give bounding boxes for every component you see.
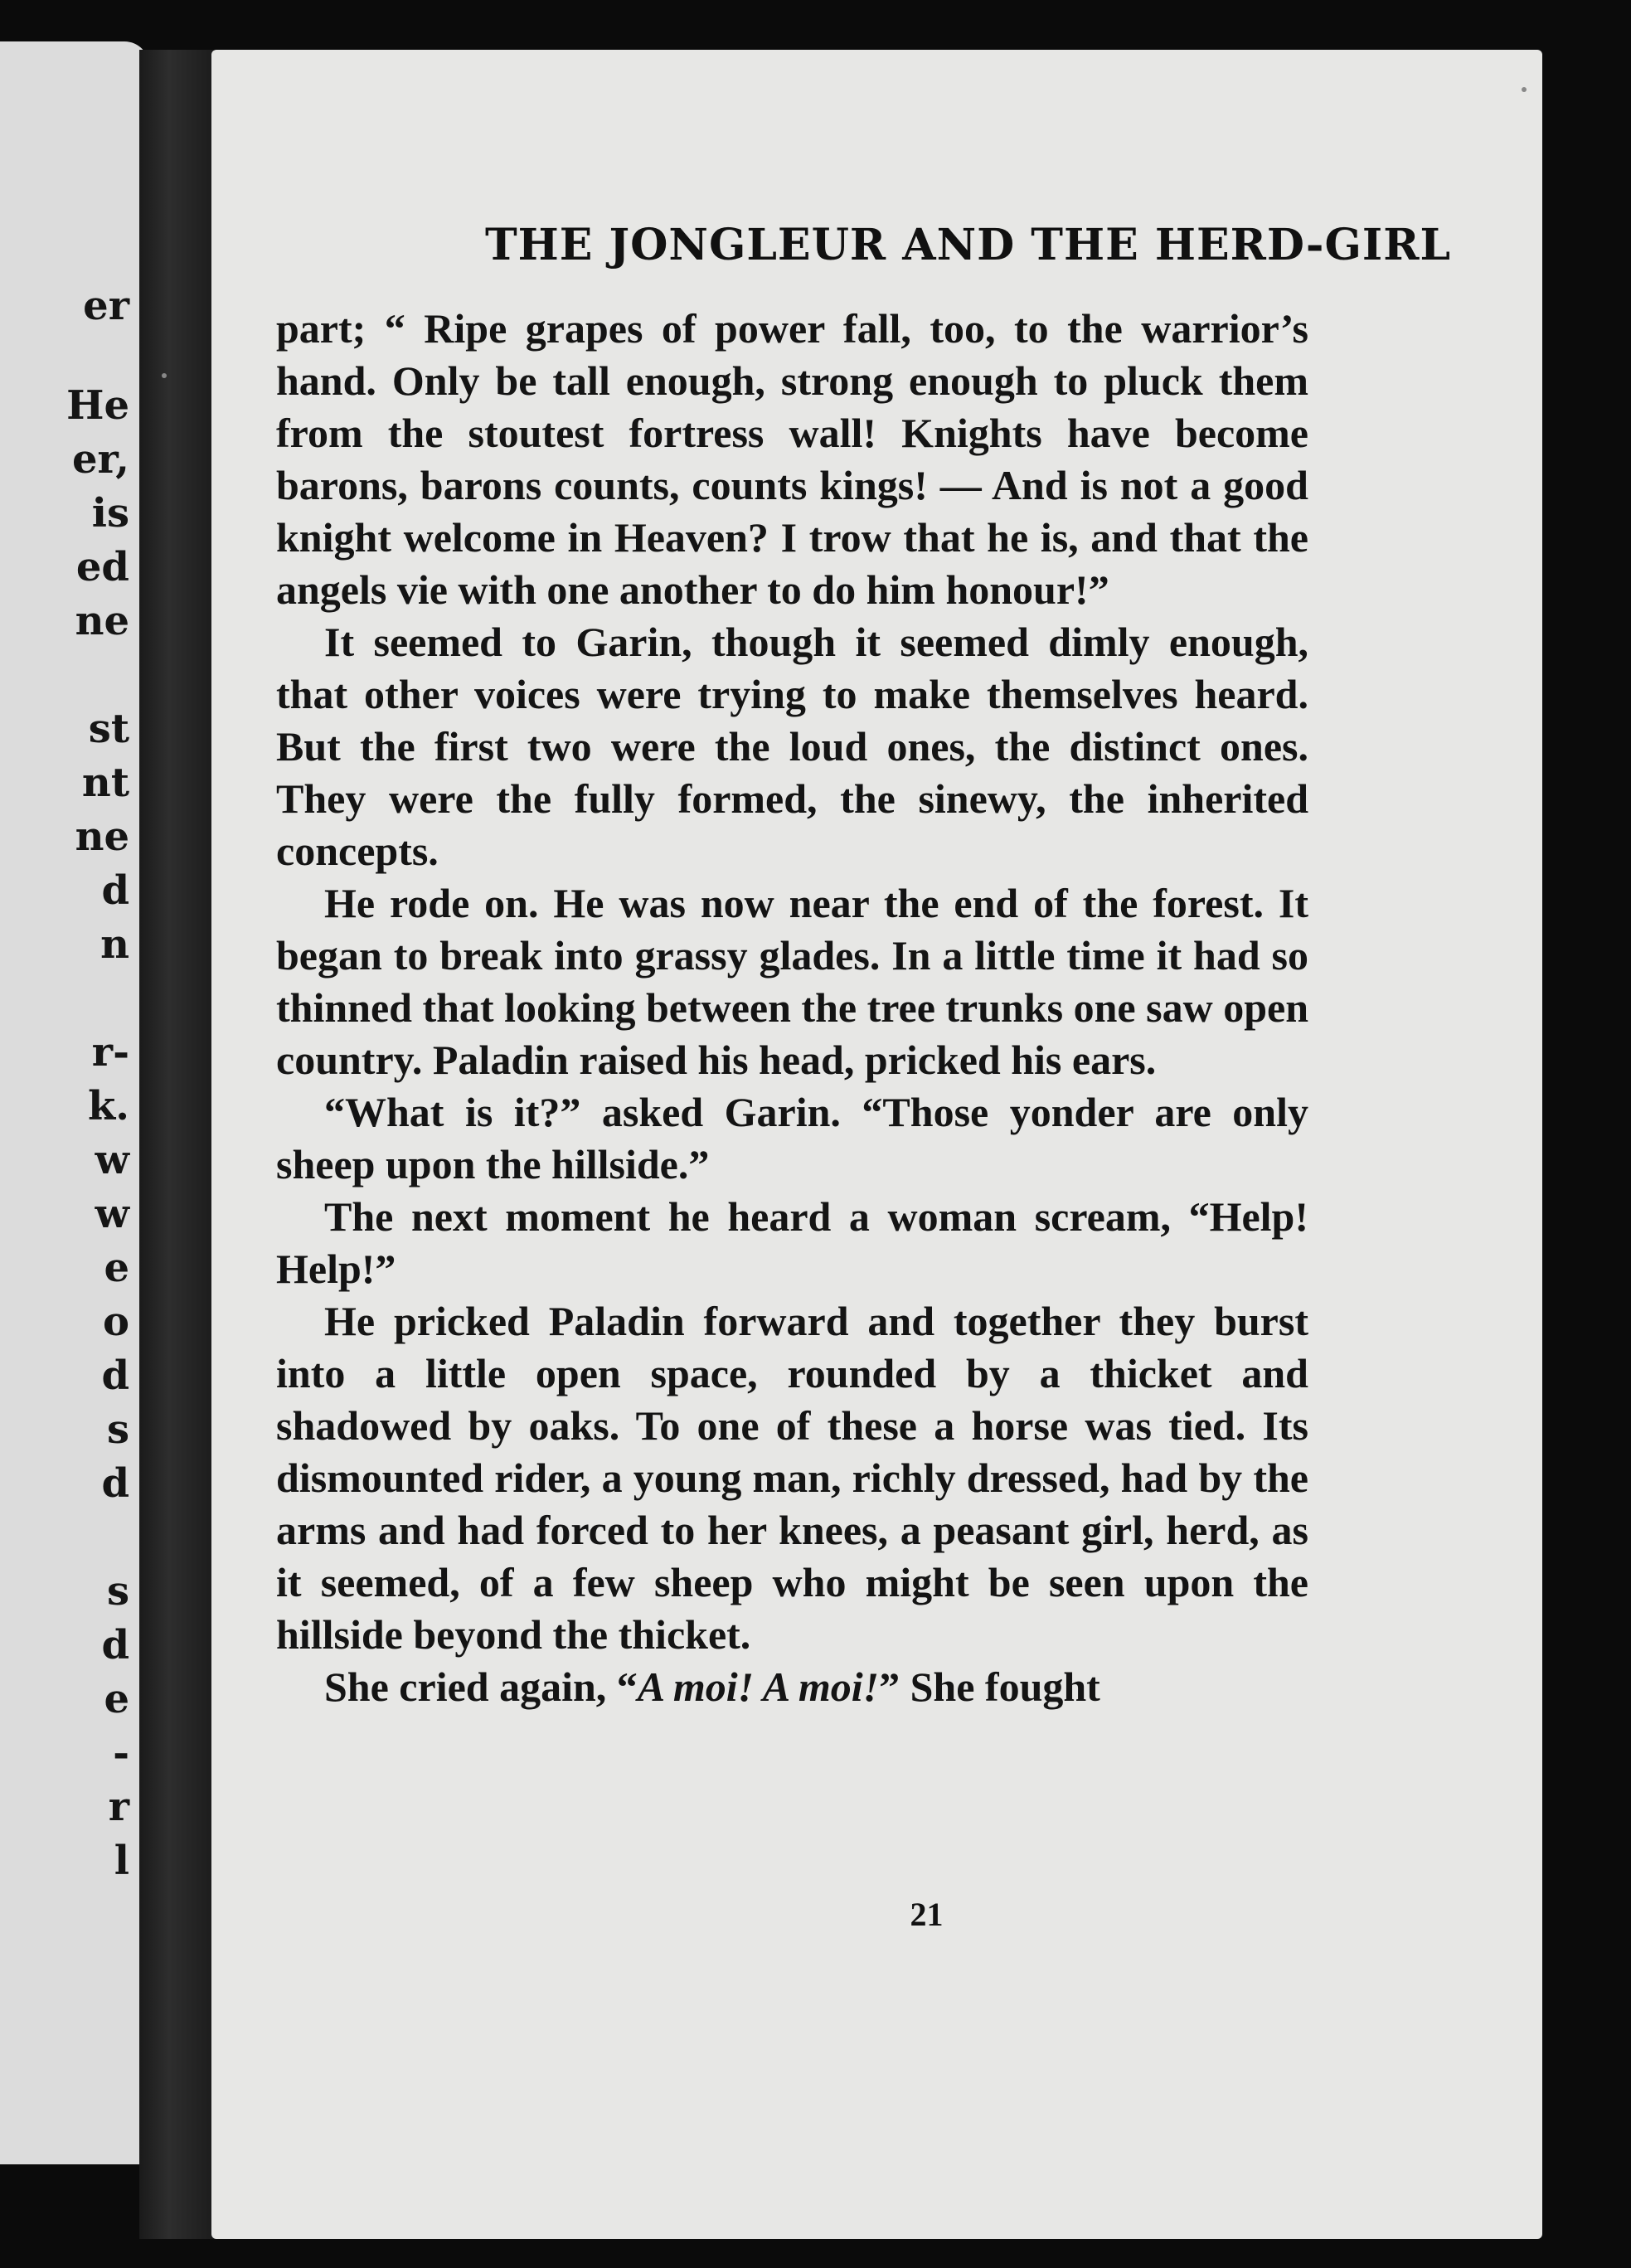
facing-page-fragment: k.	[88, 1083, 129, 1129]
paragraph-4: “What is it?” asked Garin. “Those yonder are only sheep upon the hillside.”	[276, 1089, 1308, 1187]
page-number: 21	[910, 1896, 944, 1933]
page-speck	[1522, 87, 1527, 92]
facing-page-fragment: s	[106, 1568, 129, 1615]
facing-page-fragment: er,	[71, 436, 129, 483]
facing-page-fragment: nt	[81, 760, 129, 806]
facing-page-fragment: er	[83, 283, 129, 329]
page-speck	[162, 373, 167, 378]
facing-page-fragment: r	[108, 1784, 129, 1830]
facing-page-sliver	[0, 41, 149, 2164]
paragraph-7-italic-cry: A moi! A moi!	[637, 1663, 880, 1710]
paragraph-2: It seemed to Garin, though it seemed dimly enough, that other voices were trying to make themselves heard. But the first two were the loud ones, the distinct ones. They were the fully formed, the sinewy, the inherited concepts.	[276, 619, 1308, 874]
paragraph-7	[276, 1661, 1308, 1713]
paragraph-7-start: She cried again, “	[324, 1663, 638, 1710]
book-gutter-shadow	[139, 50, 214, 2239]
book-page	[211, 50, 1542, 2239]
running-head: THE JONGLEUR AND THE HERD-GIRL	[484, 220, 1452, 270]
facing-page-fragment: l	[114, 1838, 129, 1884]
facing-page-fragment: ne	[75, 598, 129, 644]
facing-page-fragment: r-	[91, 1029, 129, 1076]
facing-page-fragment: ed	[75, 544, 129, 590]
facing-page-fragment: -	[113, 1730, 129, 1776]
paragraph-3: He rode on. He was now near the end of the forest. It began to break into grassy glades. In a little time it had so thinned that looking between the tree trunks one saw open country. Paladin raised his head, pricked his ears.	[276, 880, 1308, 1083]
facing-page-fragment: is	[91, 490, 129, 537]
paragraph-1: part; “ Ripe grapes of power fall, too, to the warrior’s hand. Only be tall enough, strong enough to pluck them from the stoutest fortress wall! Knights have become barons, barons counts, counts kings! — And is not a good knight welcome in Heaven? I trow that he is, and that the angels vie with one another to do him honour!”	[276, 305, 1308, 613]
facing-page-fragment: d	[101, 1622, 129, 1668]
facing-page-fragment: e	[104, 1676, 129, 1722]
paragraph-5: The next moment he heard a woman scream, “Help! Help!”	[276, 1193, 1308, 1292]
facing-page-fragment: d	[101, 1460, 129, 1507]
page-body-text	[276, 303, 1308, 1713]
facing-page-fragment: d	[101, 1353, 129, 1399]
facing-page-fragment: He	[66, 382, 129, 429]
facing-page-fragment: o	[102, 1299, 129, 1345]
paragraph-7-end: ” She fought	[879, 1663, 1100, 1710]
paragraph-6: He pricked Paladin forward and together they burst into a little open space, rounded by a thicket and shadowed by oaks. To one of these a horse was tied. Its dismounted rider, a young man, richly dressed, had by the arms and had forced to her knees, a peasant girl, herd, as it seemed, of a few sheep who might be seen upon the hillside beyond the thicket.	[276, 1298, 1308, 1658]
facing-page-fragment: e	[104, 1245, 129, 1291]
facing-page-fragment: d	[101, 867, 129, 914]
facing-page-fragment: n	[100, 921, 129, 968]
facing-page-fragment: s	[106, 1406, 129, 1453]
facing-page-fragment: w	[95, 1191, 129, 1237]
facing-page-fragment: ne	[75, 813, 129, 860]
facing-page-fragment: w	[95, 1137, 129, 1183]
facing-page-fragment: st	[88, 706, 129, 752]
